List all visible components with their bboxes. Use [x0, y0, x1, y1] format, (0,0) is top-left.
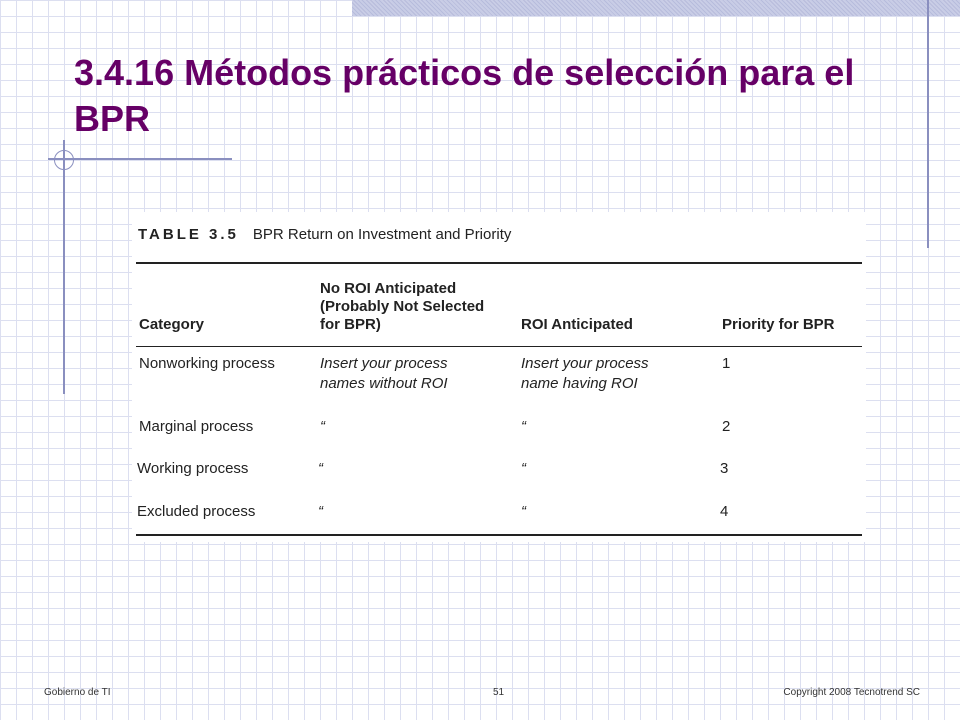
table-header-rule	[136, 346, 862, 347]
row-4-priority: 4	[720, 503, 729, 520]
table-caption	[138, 226, 511, 243]
row-4-roi: “	[521, 503, 526, 520]
crosshair-circle-icon	[54, 150, 74, 170]
row-4-category: Excluded process	[137, 503, 256, 520]
row-1-no-roi-line-1: Insert your process	[320, 355, 448, 372]
top-decorative-band	[352, 0, 960, 16]
row-3-category: Working process	[137, 460, 249, 477]
table-caption-text: BPR Return on Investment and Priority	[252, 226, 512, 243]
header-category: Category	[139, 316, 205, 333]
row-2-no-roi: “	[320, 418, 325, 435]
row-3-priority: 3	[720, 460, 729, 477]
footer-left: Gobierno de TI	[44, 687, 111, 698]
row-1-roi-line-1: Insert your process	[521, 355, 649, 372]
header-no-roi-line-3: for BPR)	[320, 316, 381, 333]
header-no-roi	[320, 280, 484, 334]
footer-page-number: 51	[493, 687, 505, 698]
row-1-category: Nonworking process	[139, 355, 275, 372]
row-3-no-roi: “	[318, 460, 323, 477]
row-2-category: Marginal process	[139, 418, 254, 435]
row-1-no-roi-line-2: names without ROI	[320, 375, 448, 392]
header-no-roi-line-1: No ROI Anticipated	[320, 280, 457, 297]
title-underline	[48, 158, 232, 160]
row-1-no-roi	[320, 354, 448, 394]
table-3-5	[132, 212, 866, 542]
table-label: TABLE 3.5	[138, 226, 239, 243]
right-decorative-line	[927, 0, 929, 248]
row-2-roi: “	[521, 418, 526, 435]
row-3-roi: “	[521, 460, 526, 477]
header-priority: Priority for BPR	[722, 316, 835, 333]
header-no-roi-line-2: (Probably Not Selected	[320, 298, 485, 315]
header-roi: ROI Anticipated	[521, 316, 633, 333]
footer-copyright: Copyright 2008 Tecnotrend SC	[783, 687, 920, 698]
row-1-roi	[521, 354, 649, 394]
row-1-priority: 1	[722, 355, 731, 372]
slide-title: 3.4.16 Métodos prácticos de selección para el BPR	[74, 52, 855, 139]
row-1-roi-line-2: name having ROI	[521, 375, 638, 392]
row-4-no-roi: “	[318, 503, 323, 520]
row-2-priority: 2	[722, 418, 731, 435]
table-bottom-rule	[136, 534, 862, 536]
table-top-rule	[136, 262, 862, 264]
left-decorative-line	[63, 140, 65, 394]
